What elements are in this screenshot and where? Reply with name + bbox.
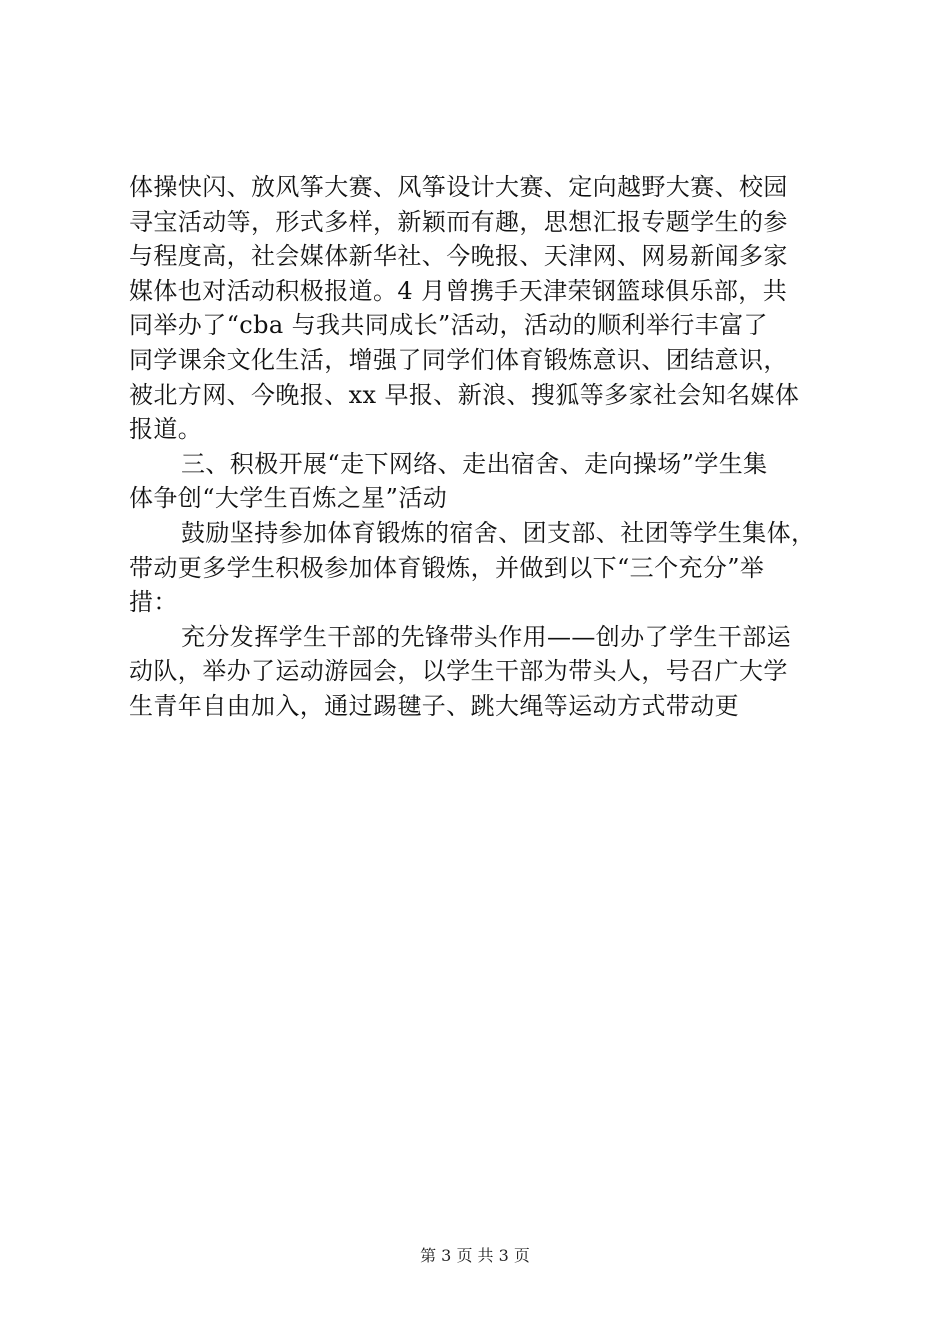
document-body: [129, 170, 829, 724]
text-line: 带动更多学生积极参加体育锻炼，并做到以下“三个充分”举: [129, 553, 765, 582]
text-line: 报道。: [129, 415, 203, 444]
text-line: 被北方网、今晚报、xx 早报、新浪、搜狐等多家社会知名媒体: [129, 380, 800, 409]
text-line: 媒体也对活动积极报道。4 月曾携手天津荣钢篮球俱乐部，共: [129, 276, 788, 305]
text-line: 同举办了“cba 与我共同成长”活动，活动的顺利举行丰富了: [129, 311, 768, 340]
section-heading-line: 体争创“大学生百炼之星”活动: [129, 484, 448, 513]
text-line: 鼓励坚持参加体育锻炼的宿舍、团支部、社团等学生集体，: [181, 518, 816, 547]
text-line: 与程度高，社会媒体新华社、今晚报、天津网、网易新闻多家: [129, 242, 788, 271]
text-line: 寻宝活动等，形式多样，新颖而有趣，思想汇报专题学生的参: [129, 207, 788, 236]
text-line: 措：: [129, 588, 178, 617]
text-line: 充分发挥学生干部的先锋带头作用——创办了学生干部运: [181, 622, 791, 651]
text-line: 生青年自由加入，通过踢毽子、跳大绳等运动方式带动更: [129, 691, 739, 720]
text-line: 动队，举办了运动游园会，以学生干部为带头人，号召广大学: [129, 657, 788, 686]
text-line: 同学课余文化生活，增强了同学们体育锻炼意识、团结意识，: [129, 345, 788, 374]
text-line: 体操快闪、放风筝大赛、风筝设计大赛、定向越野大赛、校园: [129, 173, 788, 201]
section-heading-line: 三、积极开展“走下网络、走出宿舍、走向操场”学生集: [181, 449, 768, 478]
page-number-footer: 第 3 页 共 3 页: [420, 1246, 530, 1265]
